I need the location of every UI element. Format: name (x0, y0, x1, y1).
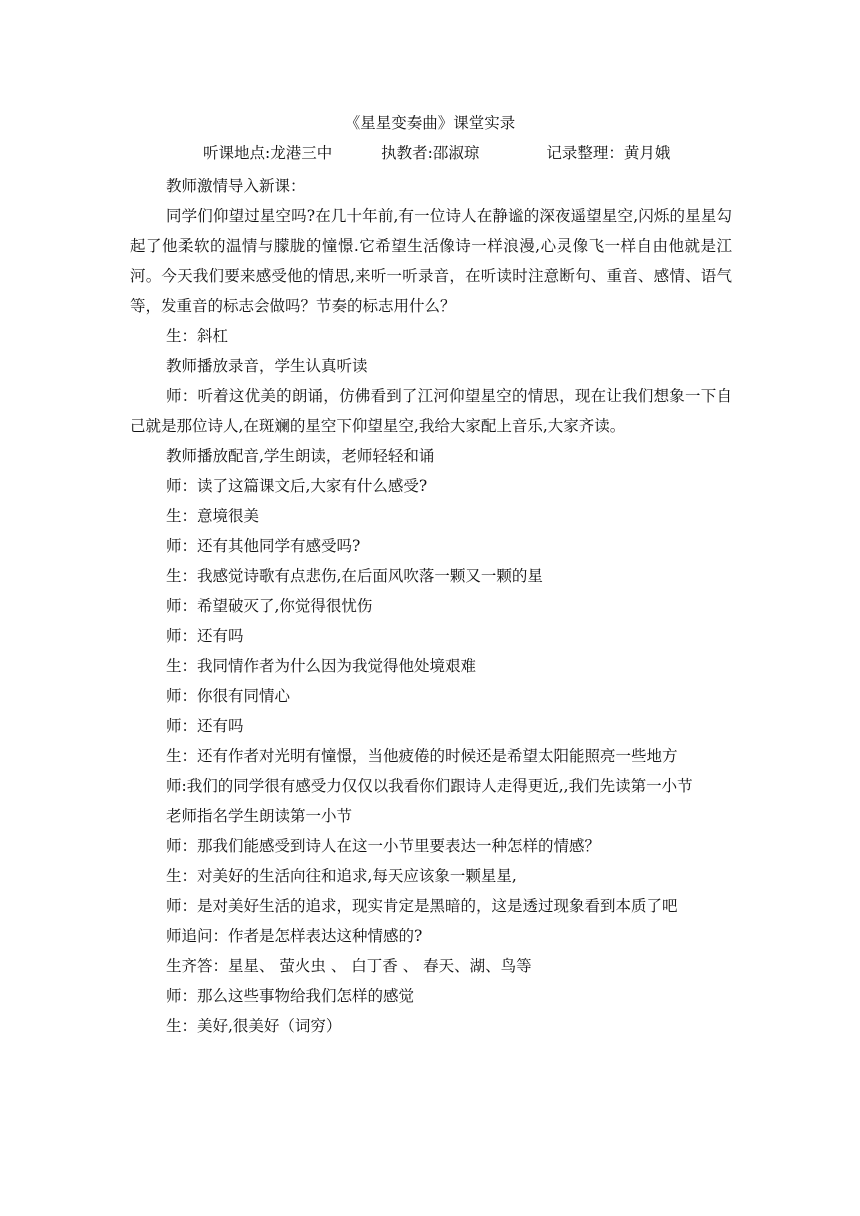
paragraph: 师：你很有同情心 (166, 687, 291, 705)
document-meta (203, 141, 670, 165)
paragraph: 教师播放配音,学生朗读，老师轻轻和诵 (166, 447, 435, 465)
recorder-text: 记录整理：黄月娥 (546, 144, 671, 162)
document-body (130, 171, 732, 1041)
paragraph: 师：是对美好生活的追求，现实肯定是黑暗的，这是透过现象看到本质了吧 (166, 897, 678, 915)
paragraph: 师：读了这篇课文后,大家有什么感受? (166, 477, 428, 495)
paragraph: 生：我同情作者为什么因为我觉得他处境艰难 (166, 657, 477, 675)
paragraph: 师:我们的同学很有感受力仅仅以我看你们跟诗人走得更近,,我们先读第一小节 (166, 777, 693, 795)
paragraph: 生：还有作者对光明有憧憬，当他疲倦的时候还是希望太阳能照亮一些地方 (166, 747, 678, 765)
paragraph: 生：斜杠 (166, 327, 229, 345)
paragraph: 师：听着这优美的朗诵，仿佛看到了江河仰望星空的情思，现在让我们想象一下自己就是那位诗人,在斑斓的星空下仰望星空,我给大家配上音乐,大家齐读。 (130, 387, 732, 435)
paragraph: 师：那我们能感受到诗人在这一小节里要表达一种怎样的情感？ (166, 837, 601, 855)
paragraph: 生：对美好的生活向往和追求,每天应该象一颗星星, (166, 867, 517, 885)
paragraph: 师：那么这些事物给我们怎样的感觉 (166, 987, 415, 1005)
teacher-text: 执教者:邵淑琼 (381, 144, 480, 162)
paragraph: 生：美好,很美好（词穷） (166, 1017, 342, 1035)
location-text: 听课地点:龙港三中 (203, 144, 333, 162)
document-title: 《星星变奏曲》课堂实录 (344, 114, 516, 132)
paragraph: 师追问：作者是怎样表达这种情感的? (166, 927, 423, 945)
paragraph: 生：意境很美 (166, 507, 260, 525)
paragraph: 教师激情导入新课： (166, 177, 306, 195)
paragraph: 同学们仰望过星空吗?在几十年前,有一位诗人在静谧的深夜遥望星空,闪烁的星星勾起了他柔软的温情与朦胧的憧憬.它希望生活像诗一样浪漫,心灵像飞一样自由他就是江河。今天我们要来感受他的情思,来听一听录音，在听读时注意断句、重音、感情、语气等，发重音的标志会做吗？节奏的标志用什么？ (130, 207, 732, 315)
paragraph: 师：还有吗 (166, 627, 244, 645)
paragraph: 教师播放录音，学生认真听读 (166, 357, 368, 375)
paragraph: 老师指名学生朗读第一小节 (166, 807, 353, 825)
paragraph: 师：还有吗 (166, 717, 244, 735)
paragraph: 师：希望破灭了,你觉得很忧伤 (166, 597, 373, 615)
paragraph: 生齐答：星星、 萤火虫 、 白丁香 、 春天、湖、鸟等 (166, 957, 532, 975)
paragraph: 生：我感觉诗歌有点悲伤,在后面风吹落一颗又一颗的星 (166, 567, 543, 585)
paragraph: 师：还有其他同学有感受吗? (166, 537, 361, 555)
